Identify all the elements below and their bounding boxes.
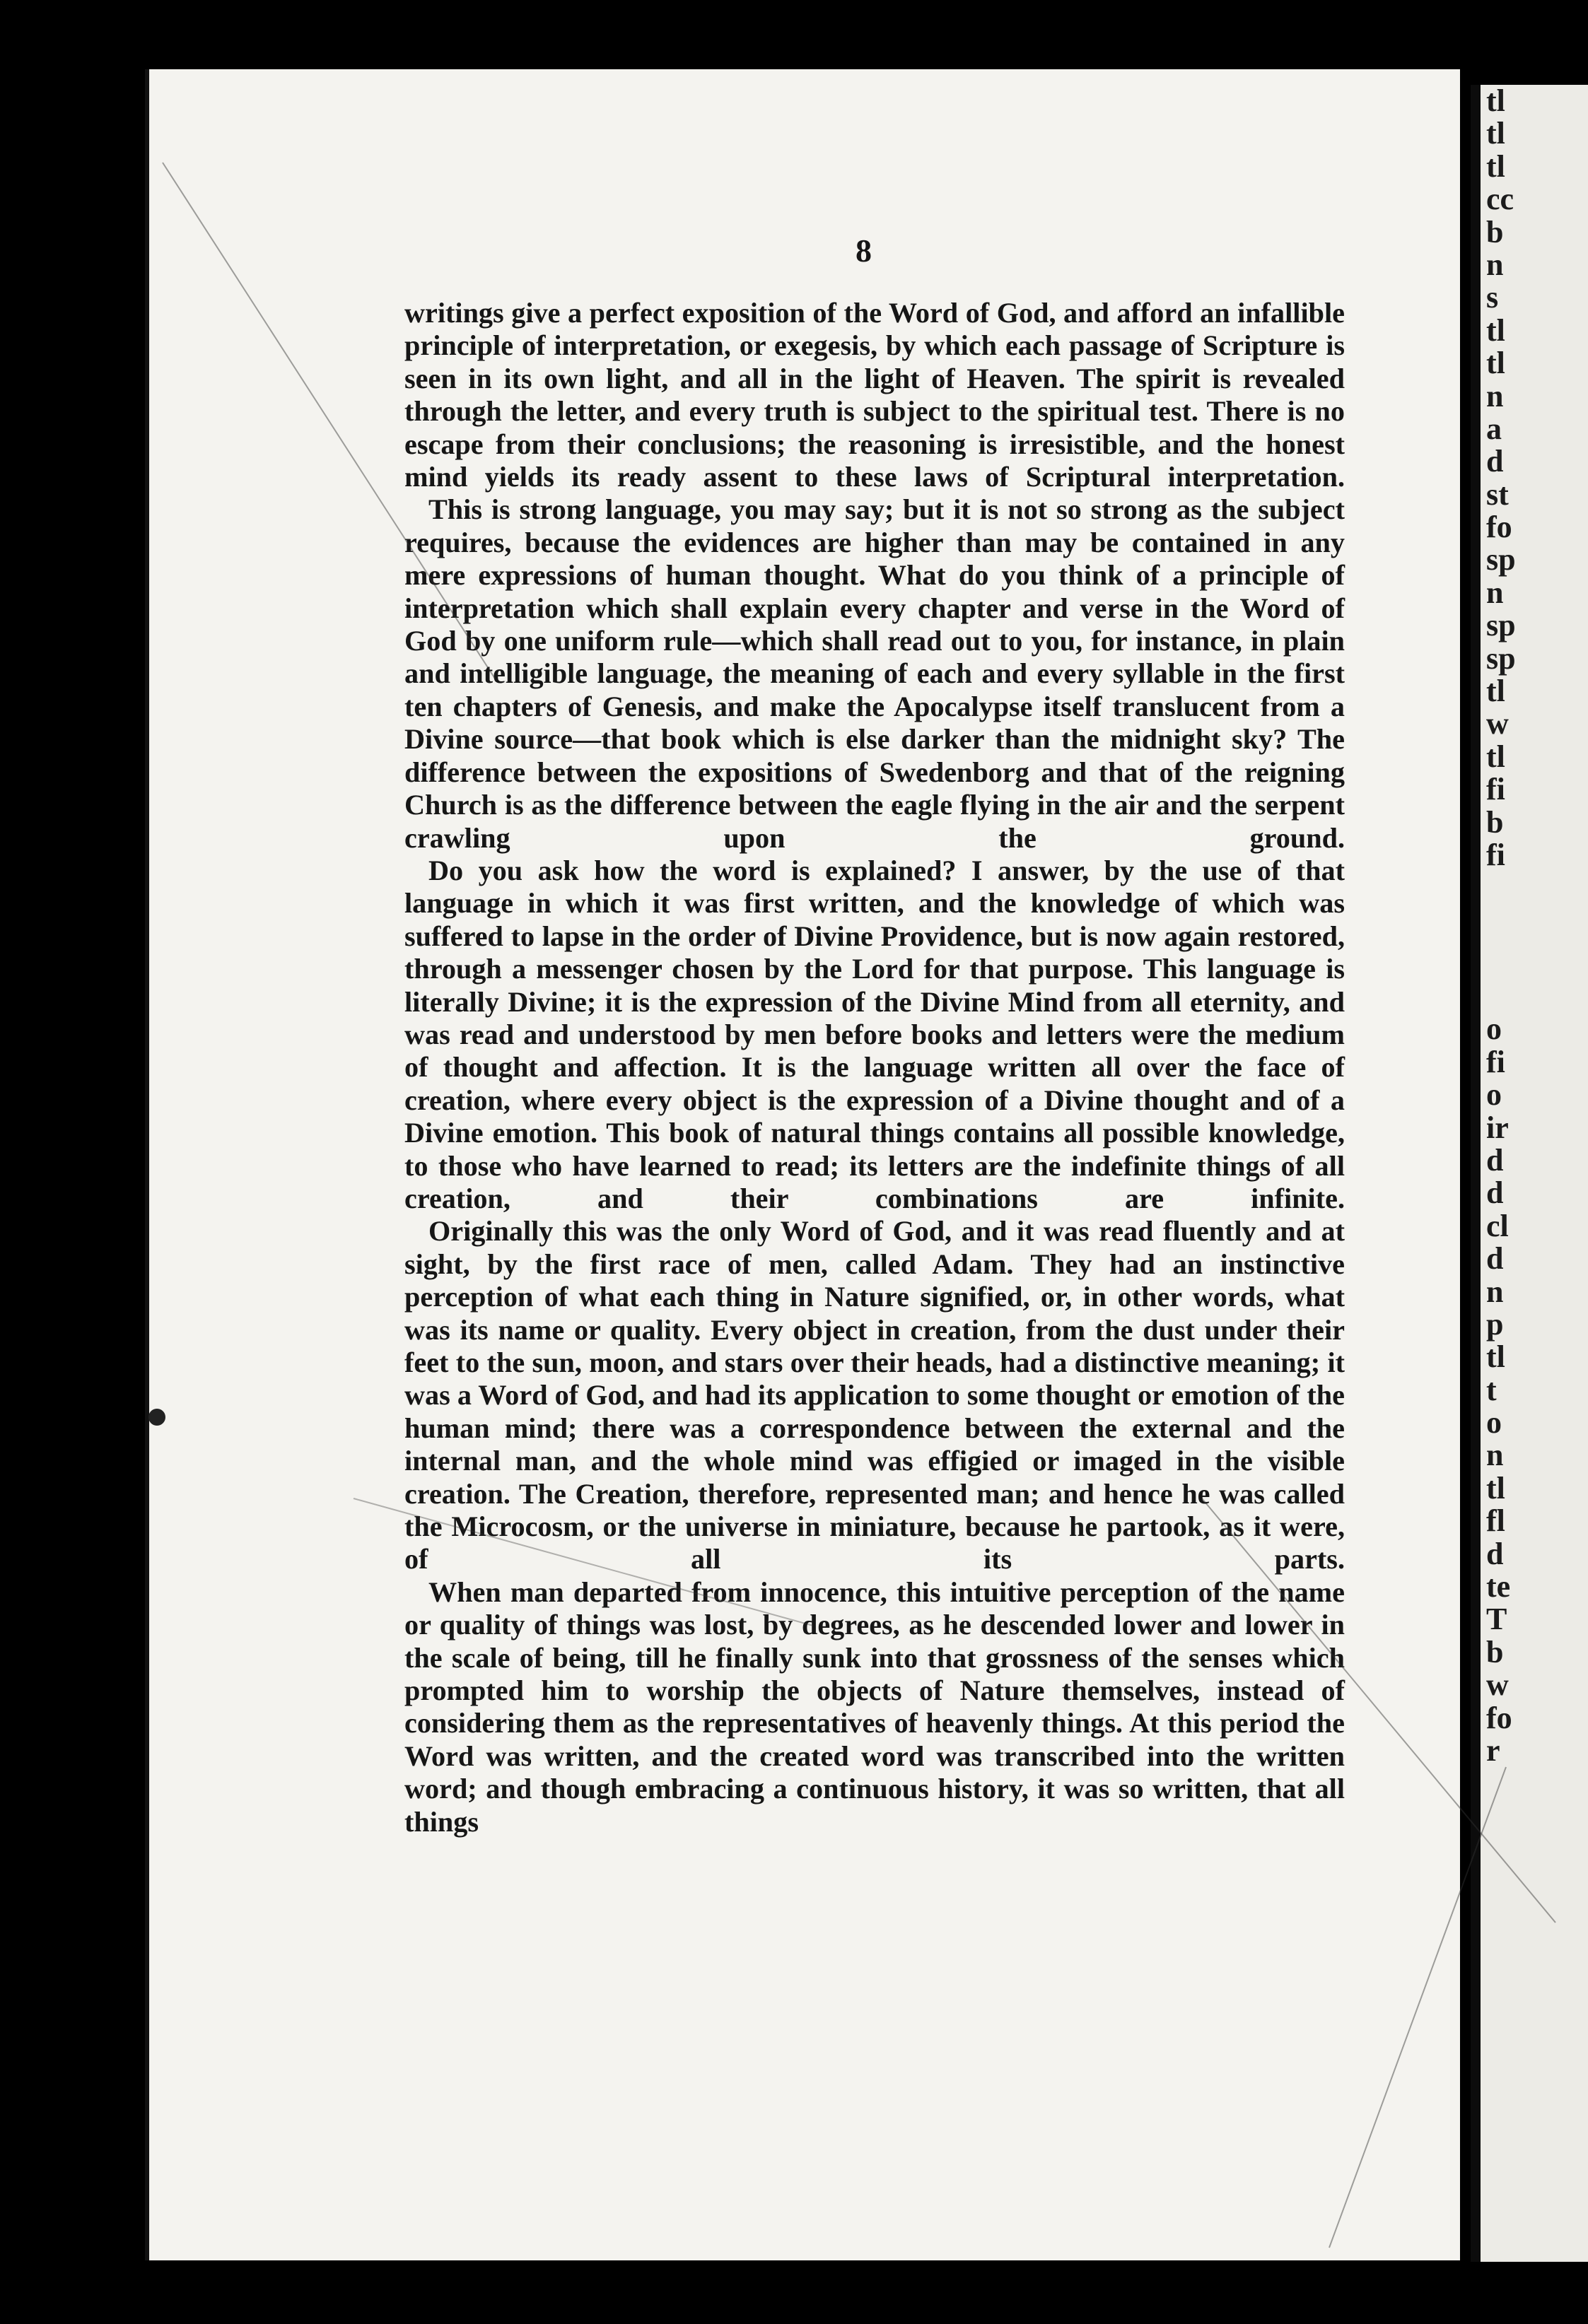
facing-page-fragment: ir: [1486, 1110, 1509, 1145]
facing-page-fragment: d: [1486, 1142, 1504, 1178]
facing-page-fragment: t: [1486, 1372, 1497, 1407]
paragraph: writings give a perfect exposition of the Word of God, and afford an infallible principle of interpretation, or exegesis, by which each passage of Scripture is seen in its own light, and all in the light of Heaven. The spirit is revealed through the letter, and every truth is subject to the spiritual test. There is no escape from their conclusions; the reasoning is irresistible, and the honest mind yields its ready assent to these laws of Scriptural interpretation.: [404, 297, 1345, 493]
facing-page-fragment: o: [1486, 1011, 1502, 1047]
facing-page-fragment: r: [1486, 1732, 1500, 1768]
facing-page-fragment: tl: [1486, 346, 1505, 381]
facing-page-fragment: sp: [1486, 542, 1516, 577]
paragraph: When man departed from innocence, this intuitive perception of the name or quality of things was lost, by degrees, as he descended lower and lower in the scale of being, till he finally sunk into that grossness of the senses which prompted him to worship the objects of Nature themselves, instead of considering them as the representatives of heavenly things. At this period the Word was written, and the created word was transcribed into the written word; and though embracing a continuous history, it was so written, that all things: [404, 1575, 1345, 1838]
facing-page-fragment: o: [1486, 1077, 1502, 1113]
facing-page-fragment: d: [1486, 444, 1504, 479]
page-body-text: [404, 297, 1345, 1838]
facing-page-fragment: tl: [1486, 312, 1505, 348]
facing-page-fragment: te: [1486, 1569, 1511, 1604]
facing-page-fragment: tl: [1486, 739, 1505, 774]
paragraph: This is strong language, you may say; but it is not so strong as the subject requires, because the evidences are higher than may be contained in any mere expressions of human thought. What do you think of a principle of interpretation which shall explain every chapter and verse in the Word of God by one uniform rule—which shall read out to you, for instance, in plain and intelligible language, the meaning of each and every syllable in the first ten chapters of Genesis, and make the Apocalypse itself translucent from a Divine source—that book which is else darker than the midnight sky? The difference between the expositions of Swedenborg and that of the reigning Church is as the difference between the eagle flying in the air and the serpent crawling upon the ground.: [404, 493, 1345, 854]
facing-page-fragment: b: [1486, 214, 1504, 250]
facing-page-fragment: d: [1486, 1536, 1504, 1571]
facing-page-fragment: fo: [1486, 1700, 1512, 1735]
facing-page-fragment: b: [1486, 804, 1504, 840]
facing-page-fragment: tl: [1486, 1470, 1505, 1506]
facing-page-fragment: b: [1486, 1634, 1504, 1669]
facing-page-fragment: T: [1486, 1602, 1507, 1637]
facing-page-fragment: p: [1486, 1306, 1504, 1342]
facing-page-fragment: tl: [1486, 1339, 1505, 1375]
facing-page-fragment: sp: [1486, 608, 1516, 643]
paragraph: Do you ask how the word is explained? I answer, by the use of that language in which it was first written, and the knowledge of which was suffered to lapse in the order of Divine Providence, but is now again restored, through a messenger chosen by the Lord for that purpose. This language is literally Divine; it is the expression of the Divine Mind from all eternity, and was read and understood by men before books and letters were the medium of thought and affection. It is the language written all over the face of creation, where every object is the expression of a Divine thought and of a Divine emotion. This book of natural things contains all possible knowledge, to those who have learned to read; its letters are the indefinite things of all creation, and their combinations are infinite.: [404, 854, 1345, 1214]
facing-page-fragment: fi: [1486, 1044, 1505, 1079]
page-number: 8: [856, 233, 872, 269]
facing-page-fragment: a: [1486, 411, 1502, 446]
paragraph: Originally this was the only Word of God, and it was read fluently and at sight, by the first race of men, called Adam. They had an instinctive perception of what each thing in Nature signified, or, in other words, what was its name or quality. Every object in creation, from the dust under their feet to the sun, moon, and stars over their heads, had a distinctive meaning; it was a Word of God, and had its application to some thought or emotion of the human mind; there was a correspondence between the external and the internal man, and the whole mind was effigied or imaged in the visible creation. The Creation, therefore, represented man; and hence he was called the Microcosm, or the universe in miniature, because he partook, as it were, of all its parts.: [404, 1215, 1345, 1575]
facing-page-fragment: o: [1486, 1405, 1502, 1440]
facing-page-fragment: cc: [1486, 182, 1514, 217]
facing-page-fragment: fo: [1486, 510, 1512, 545]
facing-page-fragment: n: [1486, 1274, 1504, 1309]
facing-page-fragment: d: [1486, 1175, 1504, 1211]
facing-page-fragment: n: [1486, 575, 1504, 610]
facing-page-fragment: n: [1486, 378, 1504, 413]
facing-page-fragment: w: [1486, 706, 1509, 741]
facing-page-fragment: tl: [1486, 116, 1505, 151]
facing-page-fragment: cl: [1486, 1208, 1509, 1243]
facing-page-fragment: fi: [1486, 837, 1505, 872]
facing-page-fragment: w: [1486, 1667, 1509, 1703]
facing-page-fragment: fl: [1486, 1503, 1505, 1539]
facing-page-fragment: n: [1486, 247, 1504, 282]
facing-page-fragment: tl: [1486, 85, 1505, 118]
facing-page-fragment: fi: [1486, 772, 1505, 807]
facing-page-fragment: sp: [1486, 640, 1516, 676]
facing-page-fragment: st: [1486, 476, 1509, 512]
facing-page-fragment: s: [1486, 280, 1499, 315]
facing-page-edge: [1471, 85, 1588, 2262]
facing-page-fragment: tl: [1486, 674, 1505, 709]
facing-page-fragment: n: [1486, 1438, 1504, 1473]
facing-page-fragment: d: [1486, 1241, 1504, 1277]
facing-page-fragment: tl: [1486, 148, 1505, 184]
